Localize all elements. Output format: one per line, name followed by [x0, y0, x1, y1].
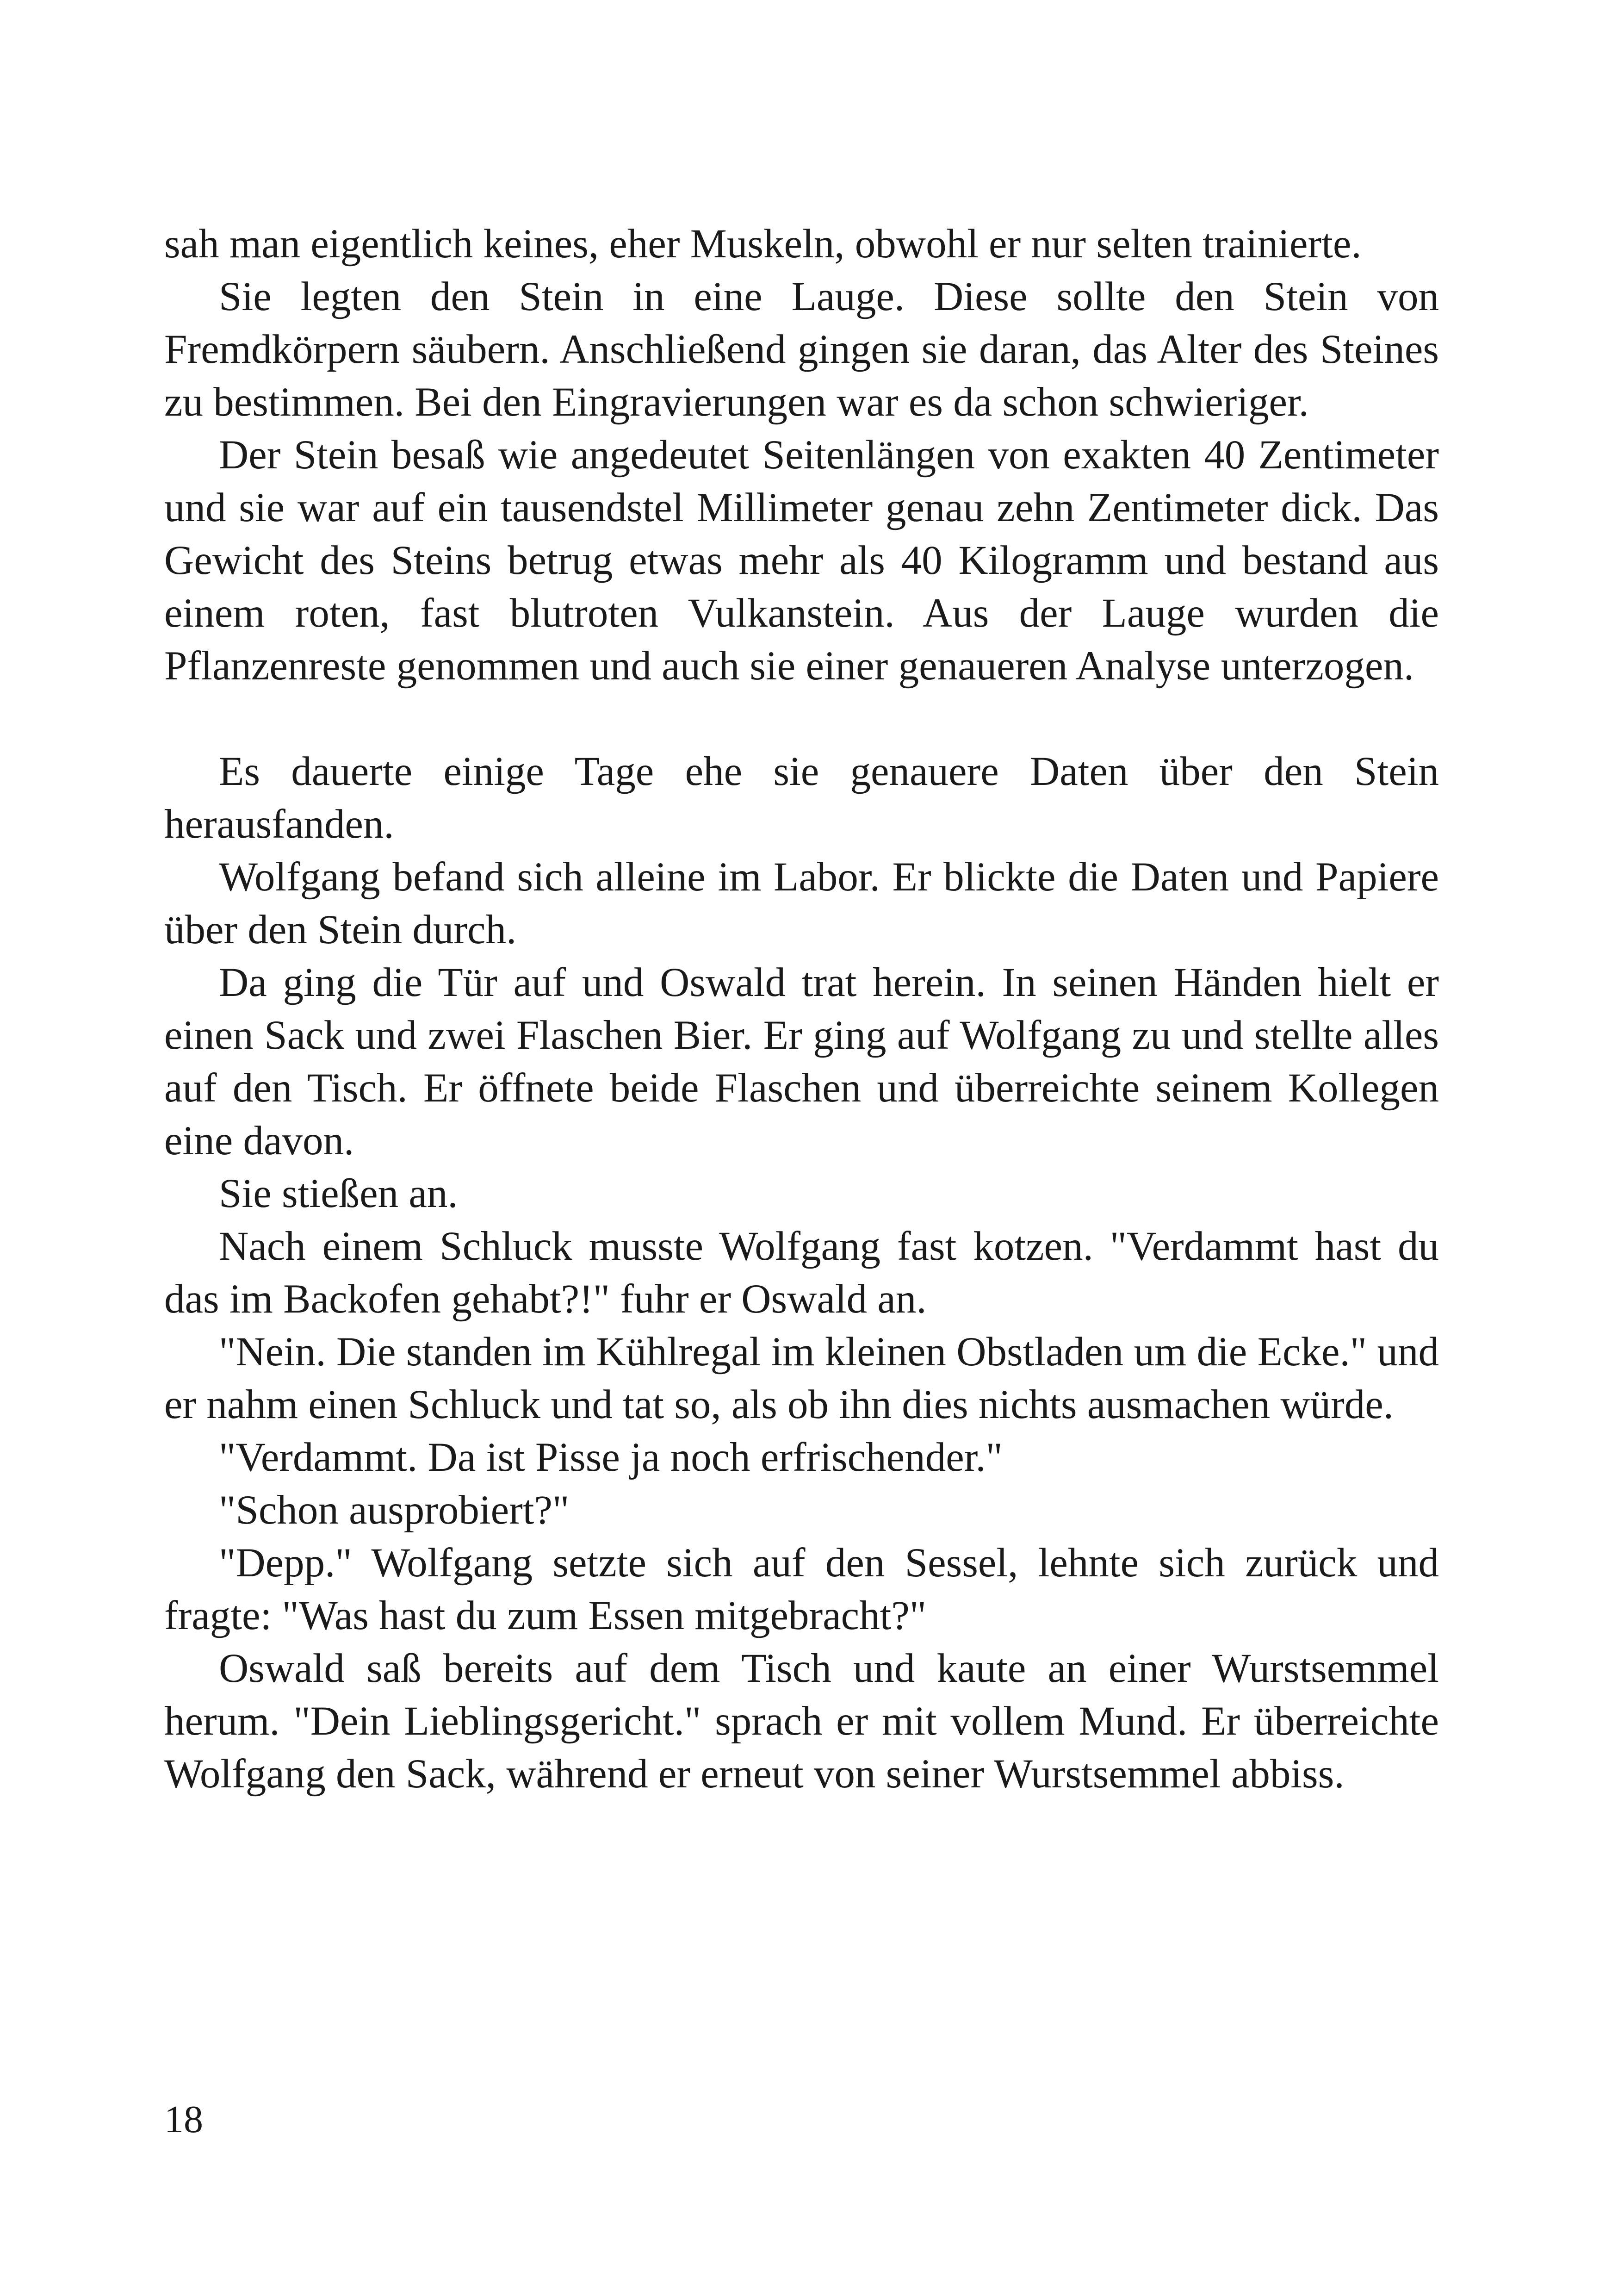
- paragraph-anstossen: Sie stießen an.: [219, 1171, 458, 1216]
- paragraph-pisse: "Verdammt. Da ist Pisse ja noch erfrischender.": [219, 1435, 1003, 1480]
- paragraph-depp: "Depp." Wolfgang setzte sich auf den Sessel, lehnte sich zurück und fragte: "Was hast du zum Essen mitgebracht?": [164, 1540, 1439, 1638]
- paragraph-kuehlregal: "Nein. Die standen im Kühlregal im kleinen Obstladen um die Ecke." und er nahm einen Schluck und tat so, als ob ihn dies nichts ausmachen würde.: [164, 1329, 1439, 1427]
- section-break: [164, 692, 1439, 745]
- paragraph-wurstsemmel: Oswald saß bereits auf dem Tisch und kaute an einer Wurstsemmel herum. "Dein Lieblingsgericht." sprach er mit vollem Mund. Er überreichte Wolfgang den Sack, während er erneut von seiner Wurstsemmel abbiss.: [164, 1646, 1439, 1797]
- paragraph-ausprobiert: "Schon ausprobiert?": [219, 1487, 570, 1533]
- paragraph-lauge: Sie legten den Stein in eine Lauge. Diese sollte den Stein von Fremdkörpern säubern. Anschließend gingen sie daran, das Alter des Steines zu bestimmen. Bei den Eingravierungen war es da schon schwieriger.: [164, 274, 1439, 425]
- paragraph-stein-masse: Der Stein besaß wie angedeutet Seitenlängen von exakten 40 Zentimeter und sie war auf ein tausendstel Millimeter genau zehn Zentimeter dick. Das Gewicht des Steins betrug etwas mehr als 40 Kilogramm und bestand aus einem roten, fast blutroten Vulkanstein. Aus der Lauge wurden die Pflanzenreste genommen und auch sie einer genaueren Analyse unterzogen.: [164, 432, 1439, 689]
- paragraph-labor: Wolfgang befand sich alleine im Labor. Er blickte die Daten und Papiere über den Stein durch.: [164, 854, 1439, 952]
- page-number: 18: [164, 2098, 203, 2141]
- body-text: [164, 218, 1439, 1800]
- paragraph-schluck: Nach einem Schluck musste Wolfgang fast kotzen. "Verdammt hast du das im Backofen gehabt?!" fuhr er Oswald an.: [164, 1224, 1439, 1322]
- paragraph-continuation: sah man eigentlich keines, eher Muskeln, obwohl er nur selten trainierte.: [164, 221, 1362, 267]
- paragraph-tage: Es dauerte einige Tage ehe sie genauere Daten über den Stein herausfanden.: [164, 749, 1439, 847]
- paragraph-oswald-tritt-ein: Da ging die Tür auf und Oswald trat herein. In seinen Händen hielt er einen Sack und zwei Flaschen Bier. Er ging auf Wolfgang zu und stellte alles auf den Tisch. Er öffnete beide Flaschen und überreichte seinem Kollegen eine davon.: [164, 960, 1439, 1164]
